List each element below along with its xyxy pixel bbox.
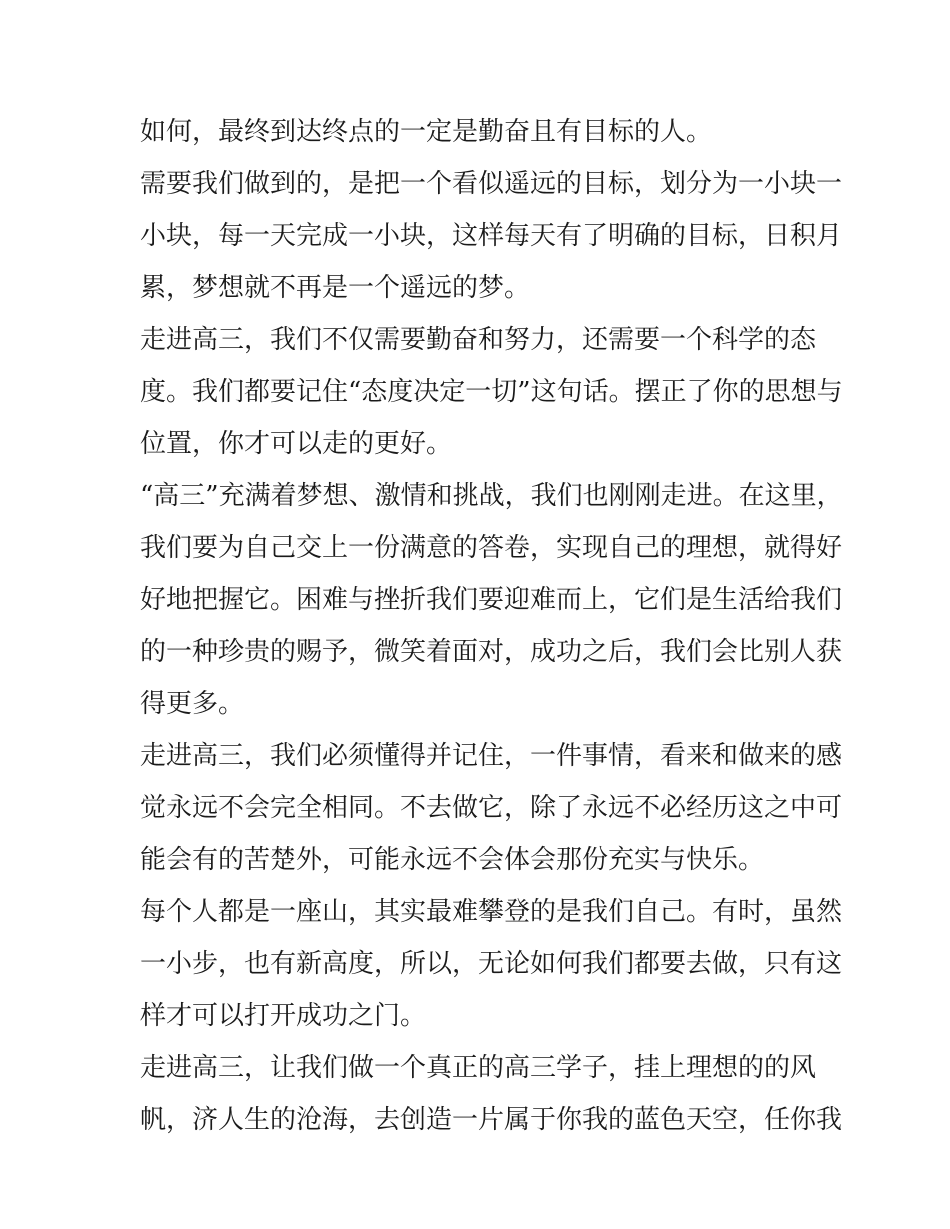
text-line: 走进高三，我们不仅需要勤奋和努力，还需要一个科学的态	[140, 325, 817, 355]
text-line: 一小步，也有新高度，所以，无论如何我们都要去做，只有这	[140, 949, 843, 979]
text-line: 走进高三，我们必须懂得并记住，一件事情，看来和做来的感	[140, 741, 843, 771]
text-line: 走进高三，让我们做一个真正的高三学子，挂上理想的的风	[140, 1053, 817, 1083]
text-line: 得更多。	[140, 689, 245, 719]
text-line: 小块，每一天完成一小块，这样每天有了明确的目标，日积月	[140, 221, 843, 251]
text-line: “高三”充满着梦想、激情和挑战，我们也刚刚走进。在这里，	[140, 481, 843, 511]
text-line: 样才可以打开成功之门。	[140, 1001, 427, 1031]
text-line: 我们要为自己交上一份满意的答卷，实现自己的理想，就得好	[140, 533, 843, 563]
text-line: 觉永远不会完全相同。不去做它，除了永远不必经历这之中可	[140, 793, 843, 823]
text-line: 每个人都是一座山，其实最难攀登的是我们自己。有时，虽然	[140, 897, 843, 927]
body-text	[140, 106, 843, 1146]
text-line: 的一种珍贵的赐予，微笑着面对，成功之后，我们会比别人获	[140, 637, 843, 667]
text-line: 帆，济人生的沧海，去创造一片属于你我的蓝色天空，任你我	[140, 1105, 843, 1135]
text-line: 需要我们做到的，是把一个看似遥远的目标，划分为一小块一	[140, 169, 843, 199]
text-line: 累，梦想就不再是一个遥远的梦。	[140, 273, 531, 303]
text-line: 位置，你才可以走的更好。	[140, 429, 453, 459]
text-line: 好地把握它。困难与挫折我们要迎难而上，它们是生活给我们	[140, 585, 843, 615]
text-line: 能会有的苦楚外，可能永远不会体会那份充实与快乐。	[140, 845, 765, 875]
text-line: 度。我们都要记住“态度决定一切”这句话。摆正了你的思想与	[140, 377, 843, 407]
text-line: 如何，最终到达终点的一定是勤奋且有目标的人。	[140, 117, 713, 147]
